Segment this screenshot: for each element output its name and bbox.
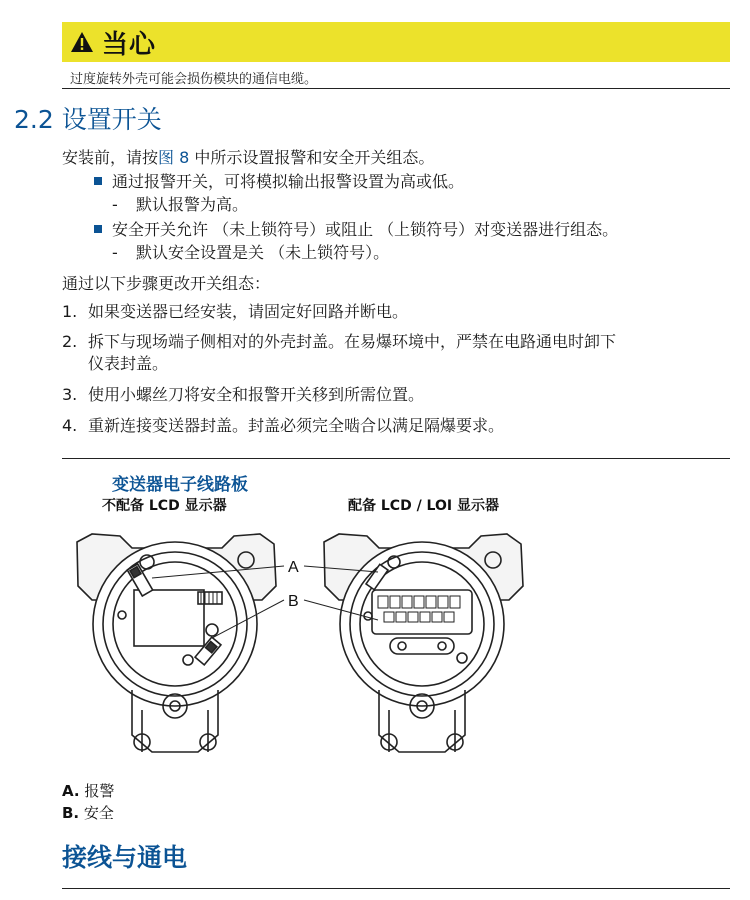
next-section-heading: 接线与通电 <box>62 843 188 872</box>
step-text: 如果变送器已经安装，请固定好回路并断电。 <box>88 302 409 321</box>
caution-banner <box>62 22 730 62</box>
bullet-square-icon <box>94 177 102 185</box>
caution-text: 过度旋转外壳可能会损伤模块的通信电缆。 <box>70 72 318 87</box>
transmitter-drawing <box>62 520 532 780</box>
bullet-text: 通过报警开关，可将模拟输出报警设置为高或低。 <box>112 172 465 191</box>
bullet-text: 安全开关允许 （未上锁符号）或阻止 （上锁符号）对变送器进行组态。 <box>112 220 619 239</box>
bullet-item <box>94 219 618 241</box>
section-title-text: 设置开关 <box>61 105 162 134</box>
steps-intro: 通过以下步骤更改开关组态： <box>62 274 271 293</box>
bullet-subitem: - 默认安全设置是关 （未上锁符号）。 <box>112 243 390 262</box>
step-text: 使用小螺丝刀将安全和报警开关移到所需位置。 <box>88 385 425 404</box>
step-text: 拆下与现场端子侧相对的外壳封盖。在易爆环境中，严禁在电路通电时卸下 <box>88 332 617 351</box>
figure-link[interactable]: 图 8 <box>158 148 190 167</box>
section-title <box>14 100 162 136</box>
step-item <box>62 384 424 406</box>
figure-caption-right: 配备 LCD / LOI 显示器 <box>348 498 499 514</box>
bullet-subitem: - 默认报警为高。 <box>112 195 249 214</box>
callout-b-label: B <box>288 593 299 610</box>
step-number: 1. <box>62 302 78 321</box>
step-number: 2. <box>62 332 78 351</box>
caution-divider <box>62 88 730 89</box>
section-number: 2.2 <box>14 105 54 134</box>
callout-a-label: A <box>288 559 299 576</box>
figure-caption-left: 不配备 LCD 显示器 <box>102 498 227 514</box>
intro-text-before: 安装前，请按 <box>62 148 159 167</box>
step-number: 3. <box>62 385 78 404</box>
intro-text-after: 中所示设置报警和安全开关组态。 <box>189 148 435 167</box>
intro-paragraph <box>62 147 434 169</box>
legend-label: 安全 <box>83 804 114 822</box>
transmitter-without-lcd <box>77 534 276 752</box>
step-item <box>62 301 408 323</box>
legend-key: B. <box>62 804 80 822</box>
bullet-subtext: 默认报警为高。 <box>136 195 249 214</box>
legend-item-b <box>62 802 114 823</box>
bullet-subtext: 默认安全设置是关 （未上锁符号）。 <box>136 243 390 262</box>
figure-title: 变送器电子线路板 <box>112 475 248 495</box>
step-item <box>62 415 504 437</box>
bullet-square-icon <box>94 225 102 233</box>
step-item <box>62 331 616 353</box>
legend-item-a <box>62 780 114 801</box>
step-number: 4. <box>62 416 78 435</box>
legend-label: 报警 <box>84 782 115 800</box>
step-text: 重新连接变送器封盖。封盖必须完全啮合以满足隔爆要求。 <box>88 416 505 435</box>
bottom-divider <box>62 888 730 889</box>
figure-top-divider <box>62 458 730 459</box>
transmitter-with-lcd <box>324 534 523 752</box>
caution-title: 当心 <box>102 29 157 60</box>
legend-key: A. <box>62 782 80 800</box>
step-text-continued: 仪表封盖。 <box>88 354 169 373</box>
bullet-item <box>94 171 464 193</box>
warning-triangle-icon <box>70 31 94 53</box>
